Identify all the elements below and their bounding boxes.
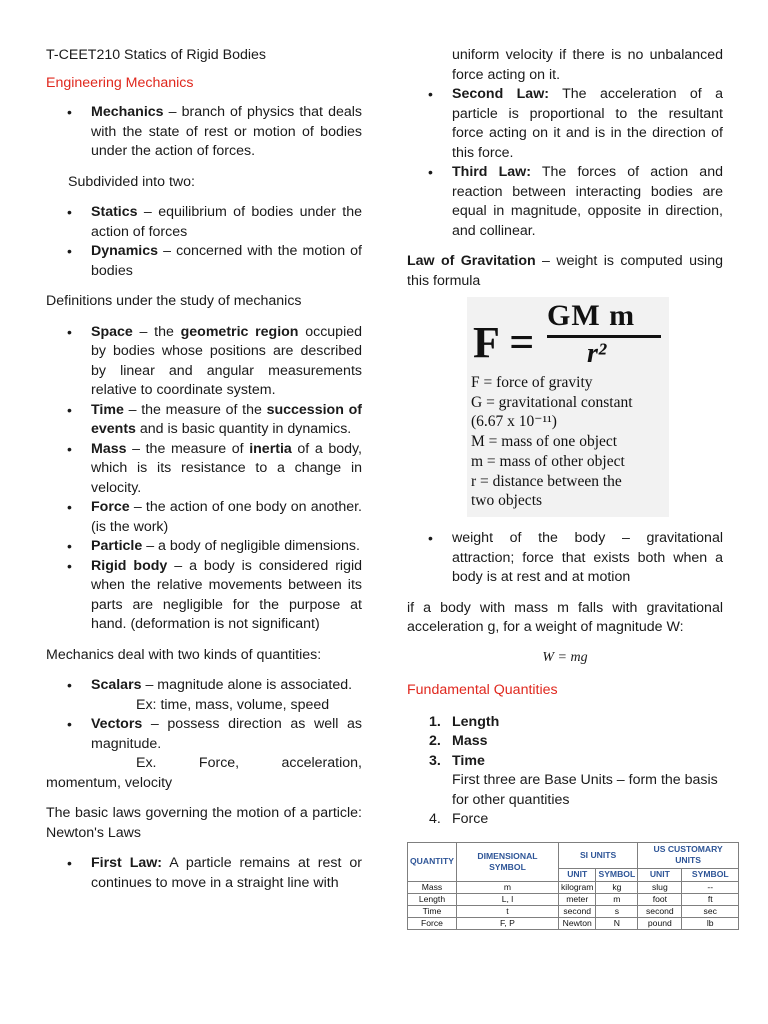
list-item-statics: • Statics – equilibrium of bodies under the action of forces: [46, 203, 362, 242]
list-item-vectors: • Vectors – possess direction as well as magnitude.: [46, 715, 362, 754]
vectors-example-cont: momentum, velocity: [46, 774, 173, 791]
list-item-time: • Time – the measure of the succession of events and is basic quantity in dynamics.: [46, 401, 362, 440]
quantities-list: [46, 676, 362, 696]
scalars-example: Ex: time, mass, volume, speed: [136, 696, 330, 713]
list-item-second-law: • Second Law: The acceleration of a particle is proportional to the resultant force acting on it and is in the direction of this force.: [407, 85, 723, 163]
vectors-example: Ex. Force, acceleration,: [136, 755, 362, 771]
units-table: [407, 842, 739, 930]
falls-text: if a body with mass m falls with gravitational acceleration g, for a weight of magnitude W:: [407, 599, 723, 635]
fundamental-list-cont: [407, 810, 723, 830]
table-row: Force F, P Newton N pound lb: [408, 917, 739, 929]
laws-intro: The basic laws governing the motion of a particle: Newton's Laws: [46, 805, 362, 841]
course-title: T-CEET210 Statics of Rigid Bodies: [46, 47, 267, 63]
table-header-us-unit: UNIT: [638, 868, 682, 881]
laws-list-right: [407, 85, 723, 241]
list-item-dynamics: • Dynamics – concerned with the motion of bodies: [46, 242, 362, 281]
list-item-mechanics: • Mechanics – branch of physics that deals with the state of rest or motion of bodies under the action of forces.: [46, 103, 362, 162]
formula-numerator: GM m: [547, 299, 636, 332]
formula-definitions: F = force of gravity G = gravitational constant (6.67 x 10⁻¹¹) M = mass of one object m = mass of other object r = distance between the two objects: [471, 374, 633, 510]
mechanics-list: [46, 103, 362, 162]
table-header-row: [408, 842, 739, 868]
list-item-time-quantity: 3. Time: [429, 752, 485, 769]
kinds-intro: Mechanics deal with two kinds of quantities:: [46, 646, 322, 663]
definitions-intro: Definitions under the study of mechanics: [46, 293, 302, 309]
right-column: [407, 46, 729, 930]
list-item-rigid-body: • Rigid body – a body is considered rigid when the relative movements between its parts are negligible for the purpose at hand. (deformation is not significant): [46, 557, 362, 635]
list-item-third-law: • Third Law: The forces of action and reaction between interacting bodies are equal in magnitude, opposite in direction, and collinear.: [407, 163, 723, 241]
list-item-force: • Force – the action of one body on another. (is the work): [46, 498, 362, 537]
formula-denominator: r²: [587, 338, 607, 369]
table-row: Time t second s second sec: [408, 905, 739, 917]
table-header-quantity: QUANTITY: [408, 842, 457, 881]
table-header-si-unit: UNIT: [558, 868, 595, 881]
table-header-si: SI UNITS: [558, 842, 637, 868]
subdivided-text: Subdivided into two:: [68, 173, 195, 190]
table-header-us: US CUSTOMARY UNITS: [638, 842, 739, 868]
list-item-mass: • Mass – the measure of inertia of a body, which is its resistance to a change in velocity.: [46, 440, 362, 499]
fundamental-list: [407, 713, 723, 772]
table-header-us-symbol: SYMBOL: [682, 868, 739, 881]
gravitation-formula-image: [467, 297, 669, 517]
list-item-length: 1. Length: [429, 713, 500, 730]
gravitation-text: Law of Gravitation – weight is computed using this formula: [407, 253, 723, 289]
table-header-si-symbol: SYMBOL: [596, 868, 638, 881]
table-header-dimensional: DIMENSIONAL SYMBOL: [456, 842, 558, 881]
list-item-scalars: • Scalars – magnitude alone is associated.: [46, 676, 362, 696]
section-heading-fundamental-quantities: Fundamental Quantities: [407, 682, 558, 698]
list-item-weight: • weight of the body – gravitational attraction; force that exists both when a body is at rest and at motion: [407, 529, 723, 588]
branches-list: [46, 203, 362, 281]
definitions-list: [46, 323, 362, 635]
list-item-force-quantity: 4. Force: [429, 811, 489, 827]
list-item-space: • Space – the geometric region occupied by bodies whose positions are described by linear and angular measurements relative to coordinate system.: [46, 323, 362, 401]
weight-list: [407, 529, 723, 588]
first-law-continued: uniform velocity if there is no unbalanced force acting on it.: [452, 47, 723, 83]
formula-lhs: F =: [473, 318, 535, 367]
list-item-particle: • Particle – a body of negligible dimensions.: [46, 537, 362, 557]
table-row: Length L, l meter m foot ft: [408, 893, 739, 905]
list-item-mass-quantity: 2. Mass: [429, 733, 488, 749]
vectors-list: [46, 715, 362, 754]
weight-equation: W = mg: [542, 649, 588, 665]
list-item-first-law: • First Law: A particle remains at rest or continues to move in a straight line with: [46, 854, 362, 893]
table-row: Mass m kilogram kg slug --: [408, 881, 739, 893]
left-column: [46, 46, 362, 893]
section-heading-engineering-mechanics: Engineering Mechanics: [46, 74, 194, 91]
laws-list-left: [46, 854, 362, 893]
base-units-note: First three are Base Units – form the basis for other quantities: [452, 772, 718, 808]
